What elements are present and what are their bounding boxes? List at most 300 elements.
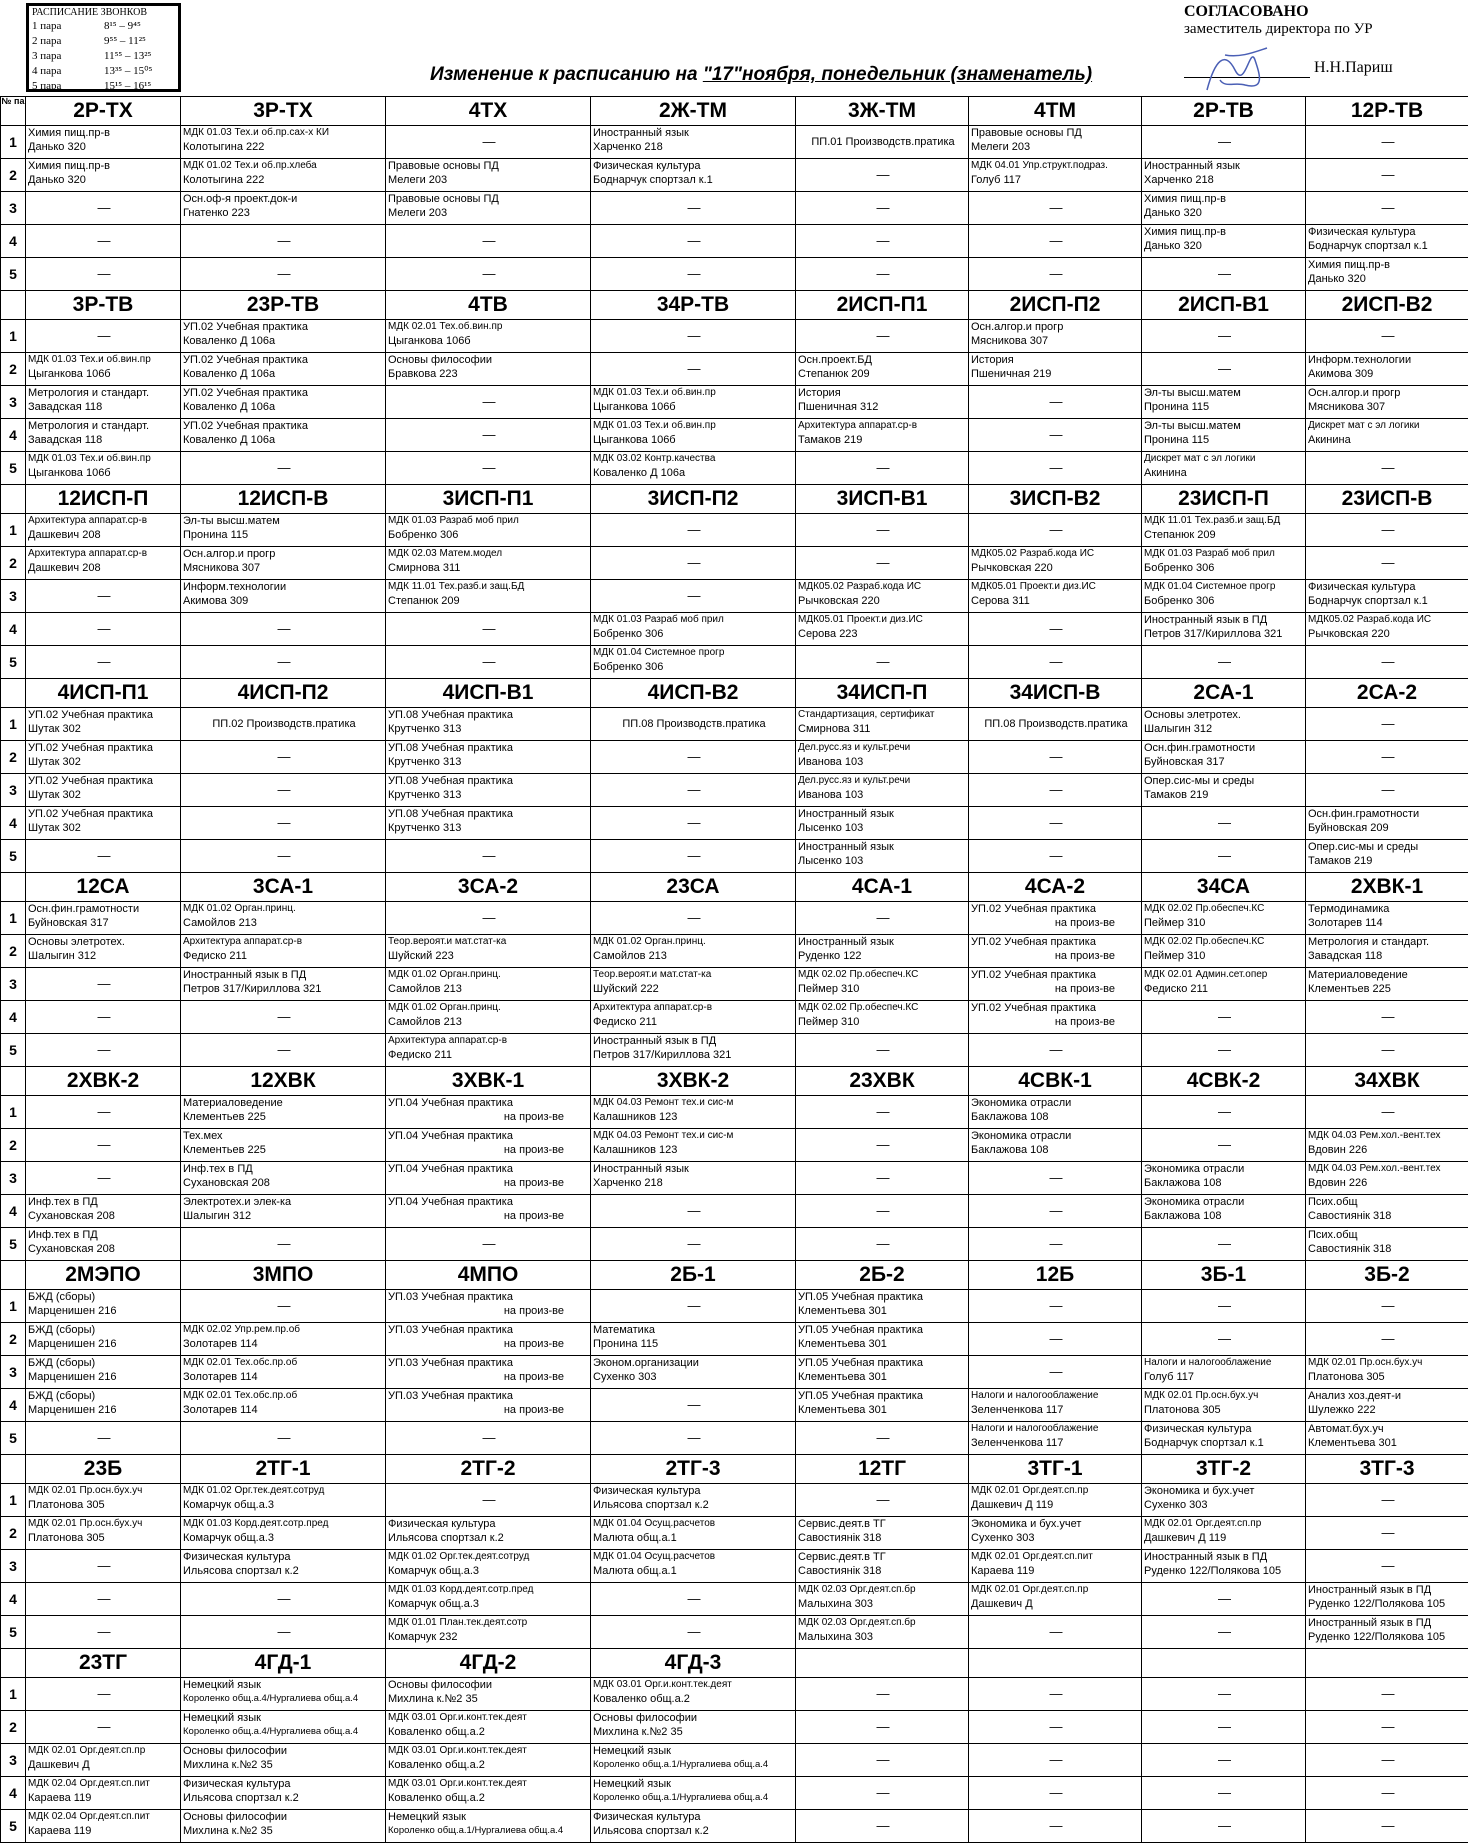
empty-cell: —	[1142, 1001, 1306, 1034]
teacher-room: Михлина к.№2 35	[183, 1759, 273, 1771]
bell-pair: 2 пара	[32, 35, 62, 47]
teacher-room: Коваленко Д 106а	[183, 335, 276, 347]
teacher-room: Комарчук общ.а.3	[183, 1532, 274, 1544]
empty-cell: —	[796, 646, 969, 679]
empty-cell: —	[181, 840, 386, 873]
teacher-room: Рычковская 220	[798, 595, 880, 607]
subject: УП.02 Учебная практика	[28, 709, 153, 721]
pair-number: 5	[1, 1034, 26, 1067]
bell-schedule	[26, 3, 181, 92]
empty-cell: —	[796, 514, 969, 547]
lesson-row	[1, 1389, 1468, 1422]
pair-number: 4	[1, 1195, 26, 1228]
group-name: 23Б	[26, 1455, 181, 1484]
teacher-room: Клементьев 225	[183, 1144, 266, 1156]
lesson-cell	[386, 1389, 591, 1422]
lesson-row	[1, 840, 1468, 873]
lesson-cell	[181, 1323, 386, 1356]
empty-cell: —	[796, 1744, 969, 1777]
empty-cell: —	[969, 1228, 1142, 1261]
teacher-room: Лысенко 103	[798, 855, 864, 867]
empty-cell: —	[591, 353, 796, 386]
subject: МДК 01.02 Орган.принц.	[183, 903, 296, 914]
subject: Физическая культура	[183, 1551, 291, 1563]
teacher-room: Марценишен 216	[28, 1305, 117, 1317]
subject: МДК 02.02 Упр.рем.пр.об	[183, 1324, 300, 1335]
empty-cell: —	[386, 452, 591, 485]
teacher-room: Руденко 122/Полякова 105	[1308, 1598, 1446, 1610]
lesson-cell	[969, 935, 1142, 968]
teacher-room: Харченко 218	[593, 1177, 663, 1189]
empty-cell: —	[26, 258, 181, 291]
group-name	[1142, 1649, 1306, 1678]
lesson-cell	[969, 1517, 1142, 1550]
lesson-cell	[591, 1744, 796, 1777]
pair-number: 2	[1, 1129, 26, 1162]
group-name: 2ИСП-П1	[796, 291, 969, 320]
lesson-cell	[1306, 1129, 1468, 1162]
teacher-room: Шутак 302	[28, 789, 81, 801]
group-name: 23ИСП-П	[1142, 485, 1306, 514]
empty-cell: —	[1306, 1001, 1468, 1034]
pair-number: 5	[1, 1228, 26, 1261]
lesson-cell	[26, 807, 181, 840]
empty-cell: —	[796, 902, 969, 935]
lesson-cell	[26, 1356, 181, 1389]
lesson-cell	[26, 741, 181, 774]
teacher-room: Буйновская 317	[1144, 756, 1225, 768]
teacher-room: Шуйский 223	[388, 950, 454, 962]
teacher-room: Крутченко 313	[388, 723, 462, 735]
pair-number: 2	[1, 935, 26, 968]
pair-number: 2	[1, 353, 26, 386]
lesson-cell	[26, 774, 181, 807]
teacher-room: Тамаков 219	[798, 434, 863, 446]
subject: УП.03 Учебная практика	[388, 1390, 513, 1402]
lesson-cell	[181, 902, 386, 935]
subject: УП.02 Учебная практика	[183, 387, 308, 399]
subject: МДК 01.03 Тех.и об.вин.пр	[28, 354, 151, 365]
subject: Иностранный язык в ПД	[1144, 1551, 1268, 1563]
subject: МДК 02.04 Орг.деят.сп.пит	[28, 1811, 150, 1822]
teacher-room: Марценишен 216	[28, 1404, 117, 1416]
lesson-row	[1, 320, 1468, 353]
teacher-room: Пронина 115	[183, 529, 249, 541]
lesson-cell	[1306, 902, 1468, 935]
group-name: 2ИСП-П2	[969, 291, 1142, 320]
subject: МДК 03.01 Орг.и.конт.тек.деят	[593, 1679, 732, 1690]
lesson-cell	[1306, 1583, 1468, 1616]
teacher-room: Степанюк 209	[1144, 529, 1216, 541]
bell-time: 13³⁵ – 15⁰⁵	[104, 65, 153, 77]
empty-cell: —	[796, 1129, 969, 1162]
teacher-room: Короленко общ.а.1/Нургалиева общ.а.4	[593, 1759, 769, 1770]
group-name: 34СА	[1142, 873, 1306, 902]
group-name: 3Р-ТВ	[26, 291, 181, 320]
lesson-cell	[1142, 1422, 1306, 1455]
lesson-cell	[969, 708, 1142, 741]
teacher-room: Петров 317/Кириллова 321	[183, 983, 322, 995]
subject: МДК 01.02 Орг.тек.деят.сотруд	[183, 1485, 325, 1496]
lesson-cell	[181, 580, 386, 613]
empty-cell: —	[969, 1162, 1142, 1195]
empty-cell: —	[181, 741, 386, 774]
group-name: 3Б-2	[1306, 1261, 1468, 1290]
lesson-row	[1, 902, 1468, 935]
lesson-cell	[1142, 547, 1306, 580]
subject: Иностранный язык	[593, 127, 689, 139]
teacher-room: Платонова 305	[28, 1499, 105, 1511]
lesson-cell	[1142, 741, 1306, 774]
group-name: 2ТГ-1	[181, 1455, 386, 1484]
subject: Налоги и налогооблажение	[971, 1423, 1099, 1434]
group-name	[969, 1649, 1142, 1678]
lesson-cell	[181, 192, 386, 225]
subject: Физическая культура	[593, 160, 701, 172]
teacher-room: Сухенко 303	[971, 1532, 1035, 1544]
pair-number: 4	[1, 613, 26, 646]
lesson-row	[1, 1517, 1468, 1550]
lesson-cell	[1142, 225, 1306, 258]
lesson-cell	[181, 935, 386, 968]
subject: Иностранный язык в ПД	[593, 1035, 717, 1047]
teacher-room: Дашкевич Д 119	[1144, 1532, 1227, 1544]
teacher-room: Голуб 117	[971, 174, 1022, 186]
group-name: 2Р-ТВ	[1142, 97, 1306, 126]
empty-cell: —	[1306, 1484, 1468, 1517]
subject: МДК 01.04 Системное прогр	[1144, 581, 1276, 592]
lesson-cell	[386, 353, 591, 386]
lesson-row	[1, 547, 1468, 580]
group-name: 34ИСП-П	[796, 679, 969, 708]
subject: Математика	[593, 1324, 655, 1336]
lesson-cell	[181, 1744, 386, 1777]
teacher-room: на произ-ве	[503, 1111, 564, 1123]
subject: МДК 03.02 Контр.качества	[593, 453, 716, 464]
empty-cell: —	[1142, 1228, 1306, 1261]
group-name: 3ИСП-П2	[591, 485, 796, 514]
lesson-cell	[796, 935, 969, 968]
teacher-room: Коваленко общ.а.2	[388, 1759, 485, 1771]
pair-number: 4	[1, 1777, 26, 1810]
subject: ПП.01 Производств.пратика	[811, 136, 955, 148]
teacher-room: Крутченко 313	[388, 789, 462, 801]
subject: Физическая культура	[183, 1778, 291, 1790]
subject: Архитектура аппарат.ср-в	[28, 515, 148, 526]
subject: МДК 02.01 Орг.деят.сп.пит	[971, 1551, 1093, 1562]
group-header-row	[1, 291, 1468, 320]
lesson-cell	[591, 1517, 796, 1550]
teacher-room: Караева 119	[971, 1565, 1035, 1577]
teacher-room: Мясникова 307	[183, 562, 261, 574]
lesson-cell	[1306, 613, 1468, 646]
lesson-cell	[591, 1711, 796, 1744]
pair-number: 3	[1, 774, 26, 807]
teacher-room: Дашкевич Д	[28, 1759, 90, 1771]
group-name: 4СВК-2	[1142, 1067, 1306, 1096]
empty-cell: —	[386, 258, 591, 291]
subject: УП.08 Учебная практика	[388, 775, 513, 787]
lesson-row	[1, 419, 1468, 452]
teacher-room: Федиско 211	[388, 1049, 452, 1061]
empty-cell: —	[386, 419, 591, 452]
lesson-cell	[26, 1290, 181, 1323]
lesson-cell	[386, 1034, 591, 1067]
subject: МДК 01.03 Корд.деят.сотр.пред	[388, 1584, 534, 1595]
subject: ПП.08 Производств.пратика	[622, 718, 766, 730]
empty-cell: —	[1306, 547, 1468, 580]
empty-cell: —	[1142, 258, 1306, 291]
teacher-room: Федиско 211	[1144, 983, 1208, 995]
teacher-room: Калашников 123	[593, 1144, 678, 1156]
subject: Эл-ты высш.матем	[1144, 387, 1241, 399]
lesson-cell	[1142, 1389, 1306, 1422]
lesson-cell	[386, 1162, 591, 1195]
teacher-room: Завадская 118	[1308, 950, 1383, 962]
empty-cell: —	[26, 1129, 181, 1162]
heading-date: "17"ноября, понедельник (знаменатель)	[702, 64, 1093, 85]
teacher-room: Сухановская 208	[28, 1243, 115, 1255]
lesson-cell	[26, 353, 181, 386]
teacher-room: Степанюк 209	[388, 595, 460, 607]
teacher-room: Шалыгин 312	[28, 950, 97, 962]
lesson-cell	[1142, 514, 1306, 547]
lesson-cell	[181, 126, 386, 159]
lesson-cell	[1306, 1195, 1468, 1228]
empty-cell: —	[969, 452, 1142, 485]
lesson-cell	[181, 320, 386, 353]
subject: МДК 02.01 Орг.деят.сп.пр	[1144, 1518, 1262, 1529]
lesson-row	[1, 741, 1468, 774]
subject: Дел.русс.яз и культ.речи	[798, 775, 911, 786]
empty-cell: —	[1306, 159, 1468, 192]
teacher-room: Данько 320	[1308, 273, 1366, 285]
teacher-room: Платонова 305	[1144, 1404, 1221, 1416]
lesson-cell	[386, 968, 591, 1001]
lesson-cell	[181, 1711, 386, 1744]
bell-schedule-title: РАСПИСАНИЕ ЗВОНКОВ	[32, 7, 147, 18]
subject: Эл-ты высш.матем	[1144, 420, 1241, 432]
subject: Материаловедение	[183, 1097, 283, 1109]
bell-time: 11⁵⁵ – 13²⁵	[104, 50, 152, 62]
teacher-room: Пшеничная 312	[798, 401, 879, 413]
lesson-row	[1, 452, 1468, 485]
lesson-cell	[386, 1517, 591, 1550]
empty-cell: —	[1142, 1290, 1306, 1323]
lesson-cell	[26, 386, 181, 419]
empty-cell: —	[1142, 646, 1306, 679]
pair-number: 5	[1, 1616, 26, 1649]
lesson-cell	[181, 1810, 386, 1843]
lesson-cell	[1142, 580, 1306, 613]
lesson-cell	[386, 807, 591, 840]
teacher-room: Клементьев 225	[183, 1111, 266, 1123]
empty-cell: —	[181, 807, 386, 840]
lesson-cell	[1142, 1356, 1306, 1389]
subject: Дискрет мат с эл логики	[1144, 453, 1256, 464]
teacher-room: Золотарев 114	[1308, 917, 1383, 929]
empty-cell: —	[1306, 126, 1468, 159]
subject: Основы элетротех.	[1144, 709, 1241, 721]
lesson-row	[1, 935, 1468, 968]
teacher-room: Руденко 122/Полякова 105	[1308, 1631, 1446, 1643]
lesson-cell	[181, 1389, 386, 1422]
teacher-room: Вдовин 226	[1308, 1177, 1368, 1189]
subject: Эконом.организации	[593, 1357, 699, 1369]
lesson-cell	[386, 935, 591, 968]
subject: МДК 03.01 Орг.и.конт.тек.деят	[388, 1745, 527, 1756]
signature-image	[1195, 40, 1275, 100]
lesson-cell	[386, 741, 591, 774]
empty-cell: —	[591, 840, 796, 873]
subject: УП.02 Учебная практика	[183, 354, 308, 366]
subject: Стандартизация, сертификат	[798, 709, 935, 720]
empty-cell: —	[1142, 320, 1306, 353]
teacher-room: Иванова 103	[798, 789, 864, 801]
teacher-room: Завадская 118	[28, 401, 103, 413]
subject: Осн.алгор.и прогр	[1308, 387, 1401, 399]
teacher-room: Коваленко Д 106а	[183, 401, 276, 413]
subject: Осн.фин.грамотности	[1144, 742, 1256, 754]
approval-title: СОГЛАСОВАНО	[1184, 3, 1309, 20]
teacher-room: Пронина 115	[1144, 434, 1210, 446]
empty-cell: —	[1306, 1323, 1468, 1356]
empty-cell: —	[591, 192, 796, 225]
teacher-room: Пеймер 310	[798, 1016, 860, 1028]
empty-cell: —	[591, 902, 796, 935]
empty-cell: —	[181, 1290, 386, 1323]
subject: Эл-ты высш.матем	[183, 515, 280, 527]
empty-cell: —	[1306, 774, 1468, 807]
lesson-row	[1, 1678, 1468, 1711]
lesson-cell	[1142, 159, 1306, 192]
lesson-row	[1, 1810, 1468, 1843]
teacher-room: Коваленко общ.а.2	[593, 1693, 690, 1705]
group-name: 3ТГ-1	[969, 1455, 1142, 1484]
subject: МДК 01.03 Тех.и об.вин.пр	[593, 387, 716, 398]
group-name: 3Б-1	[1142, 1261, 1306, 1290]
subject: Немецкий язык	[593, 1778, 671, 1790]
subject: Правовые основы ПД	[388, 160, 499, 172]
teacher-room: Мясникова 307	[1308, 401, 1386, 413]
empty-cell: —	[181, 225, 386, 258]
teacher-room: на произ-ве	[503, 1371, 564, 1383]
subject: Анализ хоз.деят-и	[1308, 1390, 1402, 1402]
teacher-room: Данько 320	[28, 141, 86, 153]
bell-time: 8¹⁵ – 9⁴⁵	[104, 20, 141, 32]
lesson-cell	[1306, 1422, 1468, 1455]
lesson-cell	[591, 1810, 796, 1843]
lesson-cell	[386, 1810, 591, 1843]
teacher-room: Шутак 302	[28, 822, 81, 834]
lesson-cell	[1306, 840, 1468, 873]
lesson-cell	[1142, 708, 1306, 741]
lesson-row	[1, 1356, 1468, 1389]
teacher-room: Дашкевич Д 119	[971, 1499, 1054, 1511]
empty-cell: —	[1142, 1323, 1306, 1356]
subject: Иностранный язык	[593, 1163, 689, 1175]
lesson-cell	[386, 1678, 591, 1711]
subject: Метрология и стандарт.	[1308, 936, 1429, 948]
pair-number-header	[1, 1261, 26, 1290]
bell-row	[32, 64, 175, 79]
teacher-room: Ильясова спортзал к.2	[388, 1532, 504, 1544]
empty-cell: —	[796, 225, 969, 258]
subject: Иностранный язык в ПД	[1144, 614, 1268, 626]
lesson-cell	[181, 353, 386, 386]
group-header-row	[1, 1261, 1468, 1290]
lesson-cell	[386, 1711, 591, 1744]
subject: Осн.алгор.и прогр	[971, 321, 1064, 333]
pair-number: 1	[1, 320, 26, 353]
empty-cell: —	[1142, 1616, 1306, 1649]
subject: УП.02 Учебная практика	[28, 808, 153, 820]
subject: МДК 01.03 Тех.и об.вин.пр	[28, 453, 151, 464]
pair-number: 3	[1, 580, 26, 613]
subject: Осн.фин.грамотности	[28, 903, 140, 915]
lesson-cell	[969, 547, 1142, 580]
teacher-room: Малыхина 303	[798, 1631, 873, 1643]
lesson-cell	[796, 386, 969, 419]
subject: Архитектура аппарат.ср-в	[593, 1002, 713, 1013]
teacher-room: на произ-ве	[503, 1144, 564, 1156]
empty-cell: —	[1306, 741, 1468, 774]
lesson-cell	[181, 159, 386, 192]
teacher-room: Баклажова 108	[971, 1144, 1049, 1156]
teacher-room: Боднарчук спортзал к.1	[1308, 595, 1428, 607]
group-name: 4ТМ	[969, 97, 1142, 126]
empty-cell: —	[969, 1290, 1142, 1323]
subject: МДК05.01 Проект.и диз.ИС	[971, 581, 1096, 592]
lesson-cell	[796, 1583, 969, 1616]
empty-cell: —	[591, 225, 796, 258]
empty-cell: —	[1306, 646, 1468, 679]
empty-cell: —	[591, 1422, 796, 1455]
lesson-cell	[386, 1583, 591, 1616]
teacher-room: Федиско 211	[593, 1016, 657, 1028]
lesson-row	[1, 1034, 1468, 1067]
pair-number-header	[1, 679, 26, 708]
lesson-cell	[591, 1550, 796, 1583]
teacher-room: Караева 119	[28, 1825, 92, 1837]
empty-cell: —	[796, 1422, 969, 1455]
subject: МДК 03.01 Орг.и.конт.тек.деят	[388, 1778, 527, 1789]
empty-cell: —	[1306, 192, 1468, 225]
lesson-cell	[386, 1550, 591, 1583]
empty-cell: —	[591, 580, 796, 613]
lesson-cell	[181, 1195, 386, 1228]
lesson-row	[1, 1550, 1468, 1583]
teacher-room: Крутченко 313	[388, 756, 462, 768]
lesson-cell	[1306, 1162, 1468, 1195]
schedule-table	[0, 96, 1468, 1843]
teacher-room: Клементьев 225	[1308, 983, 1391, 995]
teacher-room: Дашкевич 208	[28, 562, 101, 574]
lesson-cell	[1142, 1162, 1306, 1195]
lesson-cell	[1306, 419, 1468, 452]
subject: Физическая культура	[1144, 1423, 1252, 1435]
lesson-cell	[591, 646, 796, 679]
group-name: 4МПО	[386, 1261, 591, 1290]
empty-cell: —	[1306, 1550, 1468, 1583]
lesson-cell	[386, 774, 591, 807]
pair-number: 1	[1, 126, 26, 159]
empty-cell: —	[796, 452, 969, 485]
subject: Физическая культура	[593, 1811, 701, 1823]
teacher-room: Малюта общ.а.1	[593, 1532, 677, 1544]
empty-cell: —	[1142, 807, 1306, 840]
pair-number: 3	[1, 1744, 26, 1777]
